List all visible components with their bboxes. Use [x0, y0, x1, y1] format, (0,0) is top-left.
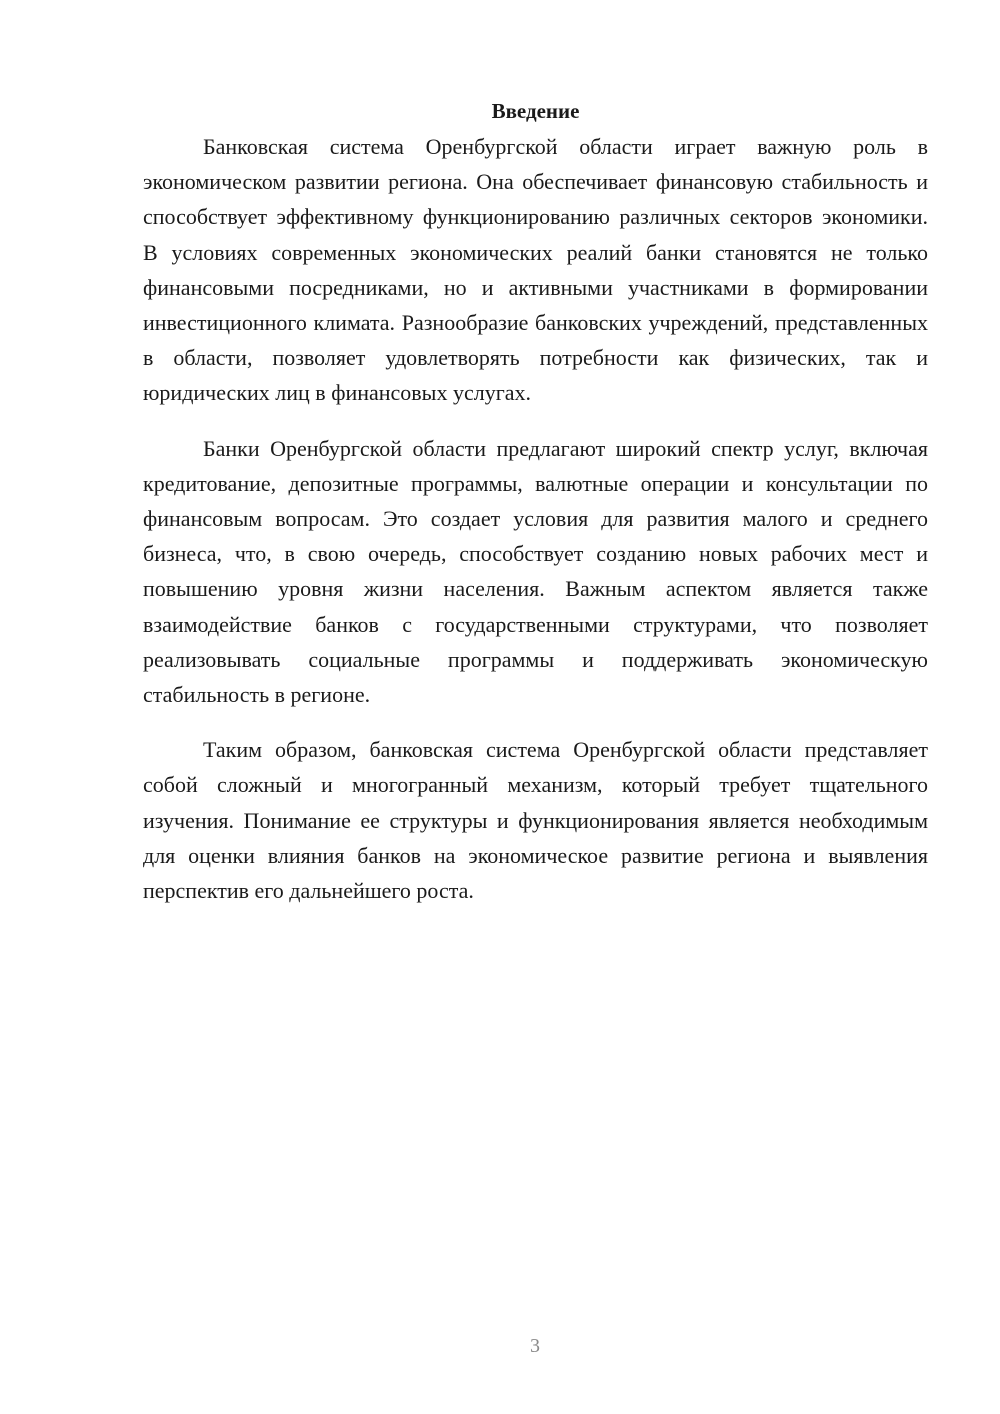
section-heading: Введение — [491, 99, 580, 123]
paragraph-2: Банки Оренбургской области предлагают широкий спектр услуг, включая кредитование, депозитные программы, валютные операции и консультации по финансовым вопросам. Это создает условия для развития малого и среднего бизнеса, что, в свою очередь, способствует созданию новых рабочих мест и повышению уровня жизни населения. Важным аспектом является также взаимодействие банков с государственными структурами, что позволяет реализовывать социальные программы и поддерживать экономическую стабильность в регионе. — [143, 435, 928, 708]
paragraph-3: Таким образом, банковская система Оренбургской области представляет собой сложный и многогранный механизм, который требует тщательного изучения. Понимание ее структуры и функционирования является необходимым для оценки влияния банков на экономическое развитие региона и выявления перспектив его дальнейшего роста. — [143, 737, 928, 904]
page-number: 3 — [530, 1335, 540, 1357]
page-content — [143, 96, 928, 908]
paragraph-1: Банковская система Оренбургской области играет важную роль в экономическом развитии региона. Она обеспечивает финансовую стабильность и способствует эффективному функционированию различных секторов экономики. В условиях современных экономических реалий банки становятся не только финансовыми посредниками, но и активными участниками в формировании инвестиционного климата. Разнообразие банковских учреждений, представленных в области, позволяет удовлетворять потребности как физических, так и юридических лиц в финансовых услугах. — [143, 134, 928, 406]
